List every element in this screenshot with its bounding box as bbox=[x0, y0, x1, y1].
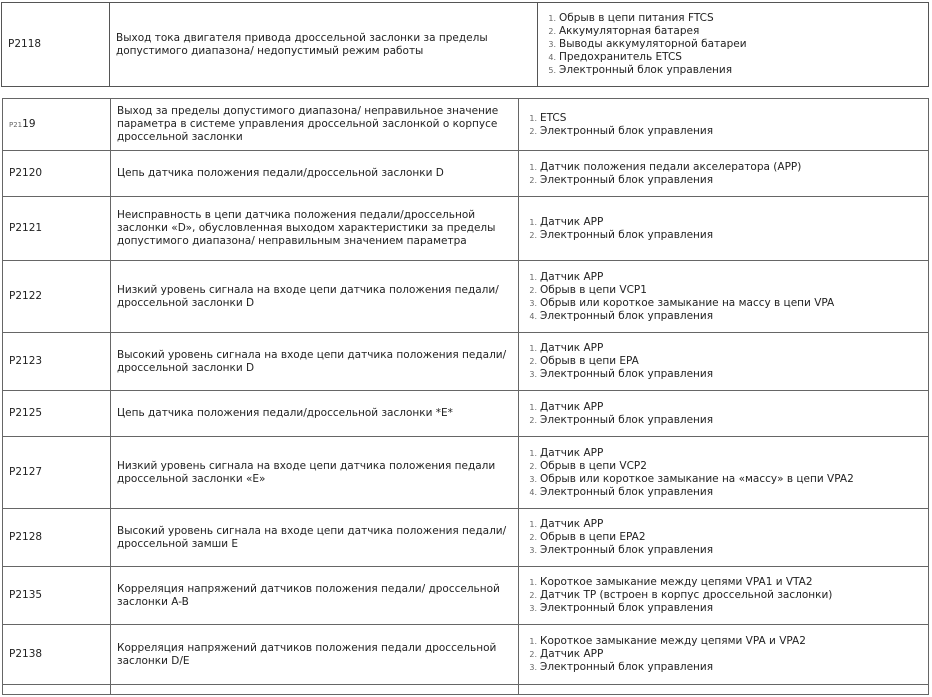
table-row bbox=[3, 509, 929, 567]
list-item: 2. Электронный блок управления bbox=[529, 124, 714, 137]
table-row bbox=[3, 333, 929, 391]
dtc-causes bbox=[519, 509, 929, 567]
causes-list bbox=[544, 12, 922, 77]
list-item: 1. Датчик положения педали акселератора (APP) bbox=[529, 160, 802, 173]
dtc-description: Низкий уровень сигнала на входе цепи датчика положения педали дроссельной заслонки «E» bbox=[111, 437, 519, 509]
list-item: 1. Обрыв в цепи питания FTCS bbox=[548, 12, 714, 24]
dtc-description: Низкий уровень сигнала на входе цепи датчика положения педали/дроссельной заслонки D bbox=[111, 261, 519, 333]
list-item: 3. Обрыв или короткое замыкание на массу в цепи VPA bbox=[529, 296, 835, 309]
table-row bbox=[3, 625, 929, 685]
list-item: 3. Электронный блок управления bbox=[529, 602, 714, 614]
dtc-causes bbox=[519, 261, 929, 333]
dtc-causes bbox=[519, 437, 929, 509]
list-item: 3. Электронный блок управления bbox=[529, 661, 714, 673]
list-item: 4. Электронный блок управления bbox=[529, 485, 714, 498]
dtc-causes bbox=[519, 99, 929, 151]
dtc-causes bbox=[519, 625, 929, 685]
table-row-partial bbox=[3, 685, 929, 695]
table-row bbox=[2, 3, 929, 87]
table-row bbox=[3, 261, 929, 333]
dtc-code: P2121 bbox=[3, 197, 111, 261]
list-item: 1. Датчик APP bbox=[529, 446, 604, 459]
list-item: 2. Обрыв в цепи EPA bbox=[529, 355, 639, 367]
list-item: 1. Датчик APP bbox=[529, 400, 604, 413]
list-item: 2. Датчик APP bbox=[529, 648, 604, 660]
dtc-description: Высокий уровень сигнала на входе цепи датчика положения педали/дроссельной заслонки D bbox=[111, 333, 519, 391]
dtc-code: P2118 bbox=[2, 3, 110, 87]
dtc-causes bbox=[538, 3, 929, 87]
list-item: 2. Электронный блок управления bbox=[529, 413, 714, 426]
list-item: 1. Датчик APP bbox=[529, 270, 604, 283]
dtc-code: P2128 bbox=[3, 509, 111, 567]
dtc-code: P2138 bbox=[3, 625, 111, 685]
dtc-description: Корреляция напряжений датчиков положения педали дроссельной заслонки D/E bbox=[111, 625, 519, 685]
dtc-description: Выход тока двигателя привода дроссельной заслонки за пределы допустимого диапазона/ недопустимый режим работы bbox=[110, 3, 538, 87]
table-row bbox=[3, 151, 929, 197]
dtc-code: P2119 bbox=[3, 99, 111, 151]
table-row bbox=[3, 197, 929, 261]
dtc-description-empty bbox=[111, 685, 519, 695]
dtc-causes-empty bbox=[519, 685, 929, 695]
list-item: 1. Короткое замыкание между цепями VPA1 и VTA2 bbox=[529, 576, 813, 588]
table-row bbox=[3, 437, 929, 509]
dtc-description: Корреляция напряжений датчиков положения педали/ дроссельной заслонки A-B bbox=[111, 567, 519, 625]
list-item: 2. Электронный блок управления bbox=[529, 228, 714, 241]
dtc-description: Неисправность в цепи датчика положения педали/дроссельной заслонки «D», обусловленная выходом характеристики за пределы допустимого диапазона/ неправильным значением параметра bbox=[111, 197, 519, 261]
list-item: 2. Обрыв в цепи EPA2 bbox=[529, 531, 646, 543]
list-item: 1. Датчик APP bbox=[529, 215, 604, 228]
dtc-table-top bbox=[1, 2, 929, 87]
table-row bbox=[3, 99, 929, 151]
dtc-causes bbox=[519, 391, 929, 437]
dtc-description: Выход за пределы допустимого диапазона/ неправильное значение параметра в системе управления дроссельной заслонкой о корпусе дроссельной заслонки bbox=[111, 99, 519, 151]
table-row bbox=[3, 567, 929, 625]
dtc-description: Высокий уровень сигнала на входе цепи датчика положения педали/дроссельной замши E bbox=[111, 509, 519, 567]
list-item: 4. Предохранитель ETCS bbox=[548, 51, 682, 63]
dtc-code: P2122 bbox=[3, 261, 111, 333]
list-item: 2. Обрыв в цепи VCP1 bbox=[529, 283, 647, 296]
list-item: 5. Электронный блок управления bbox=[548, 64, 733, 76]
list-item: 3. Электронный блок управления bbox=[529, 368, 714, 380]
list-item: 1. Датчик APP bbox=[529, 518, 604, 530]
list-item: 4. Электронный блок управления bbox=[529, 309, 714, 322]
list-item: 3. Обрыв или короткое замыкание на «массу» в цепи VPA2 bbox=[529, 472, 854, 485]
list-item: 2. Датчик TP (встроен в корпус дроссельной заслонки) bbox=[529, 589, 833, 601]
dtc-causes bbox=[519, 151, 929, 197]
dtc-table bbox=[2, 98, 929, 695]
list-item: 2. Обрыв в цепи VCP2 bbox=[529, 459, 647, 472]
dtc-code-empty bbox=[3, 685, 111, 695]
table-row bbox=[3, 391, 929, 437]
dtc-code: P2127 bbox=[3, 437, 111, 509]
list-item: 2. Электронный блок управления bbox=[529, 173, 714, 186]
dtc-causes bbox=[519, 197, 929, 261]
dtc-causes bbox=[519, 567, 929, 625]
dtc-description: Цепь датчика положения педали/дроссельной заслонки *E* bbox=[111, 391, 519, 437]
list-item: 1. Датчик APP bbox=[529, 342, 604, 354]
dtc-code: P2120 bbox=[3, 151, 111, 197]
dtc-code: P2125 bbox=[3, 391, 111, 437]
list-item: 3. Электронный блок управления bbox=[529, 544, 714, 556]
list-item: 1. Короткое замыкание между цепями VPA и VPA2 bbox=[529, 635, 806, 647]
dtc-code: P2123 bbox=[3, 333, 111, 391]
list-item: 3. Выводы аккумуляторной батареи bbox=[548, 38, 747, 50]
list-item: 1. ETCS bbox=[529, 111, 567, 124]
dtc-description: Цепь датчика положения педали/дроссельной заслонки D bbox=[111, 151, 519, 197]
dtc-causes bbox=[519, 333, 929, 391]
dtc-code: P2135 bbox=[3, 567, 111, 625]
list-item: 2. Аккумуляторная батарея bbox=[548, 25, 700, 37]
